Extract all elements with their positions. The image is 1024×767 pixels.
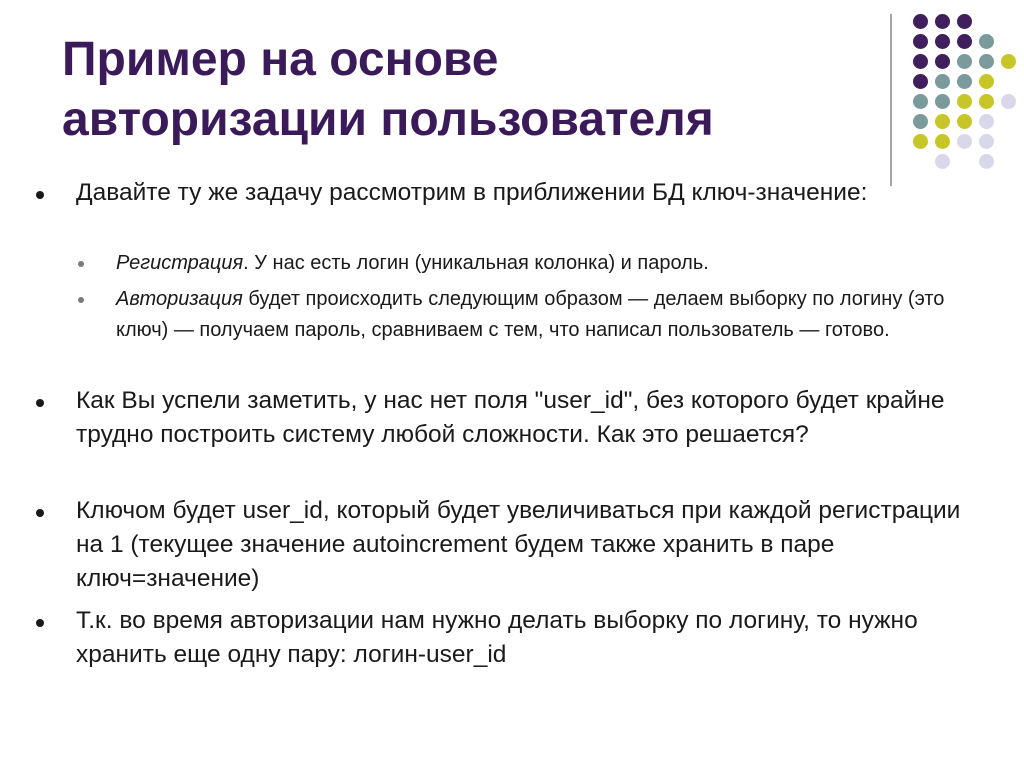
title-divider	[890, 14, 892, 186]
sub-bullet-term: Авторизация	[116, 288, 243, 310]
bullet-text: Т.к. во время авторизации нам нужно делать выборку по логину, то нужно хранить еще одну пару: логин-user_id	[76, 607, 918, 668]
decor-dot	[979, 134, 994, 149]
decor-dot	[957, 54, 972, 69]
decor-dot	[935, 94, 950, 109]
decor-dot	[935, 134, 950, 149]
decor-dot	[913, 74, 928, 89]
title-line-2: авторизации пользователя	[62, 93, 714, 146]
decor-dot	[957, 14, 972, 29]
decor-dot	[1001, 54, 1016, 69]
bullet-item	[76, 494, 976, 596]
bullet-item	[76, 604, 976, 672]
sub-bullet-text: будет происходить следующим образом — делаем выборку по логину (это ключ) — получаем пароль, сравниваем с тем, что написал пользователь — готово.	[116, 288, 945, 341]
decor-dot	[1001, 94, 1016, 109]
decor-dot	[957, 114, 972, 129]
decor-dot	[913, 34, 928, 49]
bullet-text: Как Вы успели заметить, у нас нет поля "user_id", без которого будет крайне трудно построить систему любой сложности. Как это решается?	[76, 387, 945, 448]
bullet-item	[76, 384, 976, 452]
decor-dot	[935, 54, 950, 69]
decor-dot	[935, 34, 950, 49]
decor-dot	[979, 54, 994, 69]
decor-dot	[913, 134, 928, 149]
sub-bullet-item	[116, 284, 946, 346]
decor-dot	[913, 114, 928, 129]
decor-dot	[979, 114, 994, 129]
sub-bullet-text: . У нас есть логин (уникальная колонка) и пароль.	[243, 252, 709, 274]
bullet-text: Ключом будет user_id, который будет увеличиваться при каждой регистрации на 1 (текущее значение autoincrement будем также хранить в паре ключ=значение)	[76, 497, 961, 592]
decor-dot	[913, 14, 928, 29]
sub-bullet-item	[116, 248, 946, 279]
decor-dot	[957, 34, 972, 49]
bullet-text: Давайте ту же задачу рассмотрим в приближении БД ключ-значение:	[76, 179, 868, 206]
decor-dot	[979, 74, 994, 89]
bullet-item	[76, 176, 976, 210]
decor-dot	[935, 154, 950, 169]
decor-dot	[913, 54, 928, 69]
decor-dot	[957, 134, 972, 149]
decor-dot	[979, 154, 994, 169]
decor-dot	[957, 74, 972, 89]
decor-dot	[957, 94, 972, 109]
decor-dot	[935, 74, 950, 89]
title-line-1: Пример на основе	[62, 33, 499, 86]
decor-dot	[913, 94, 928, 109]
sub-bullet-term: Регистрация	[116, 252, 244, 274]
decor-dot	[979, 34, 994, 49]
decor-dot	[935, 14, 950, 29]
slide-title	[62, 30, 862, 150]
decor-dot	[935, 114, 950, 129]
decor-dot	[979, 94, 994, 109]
